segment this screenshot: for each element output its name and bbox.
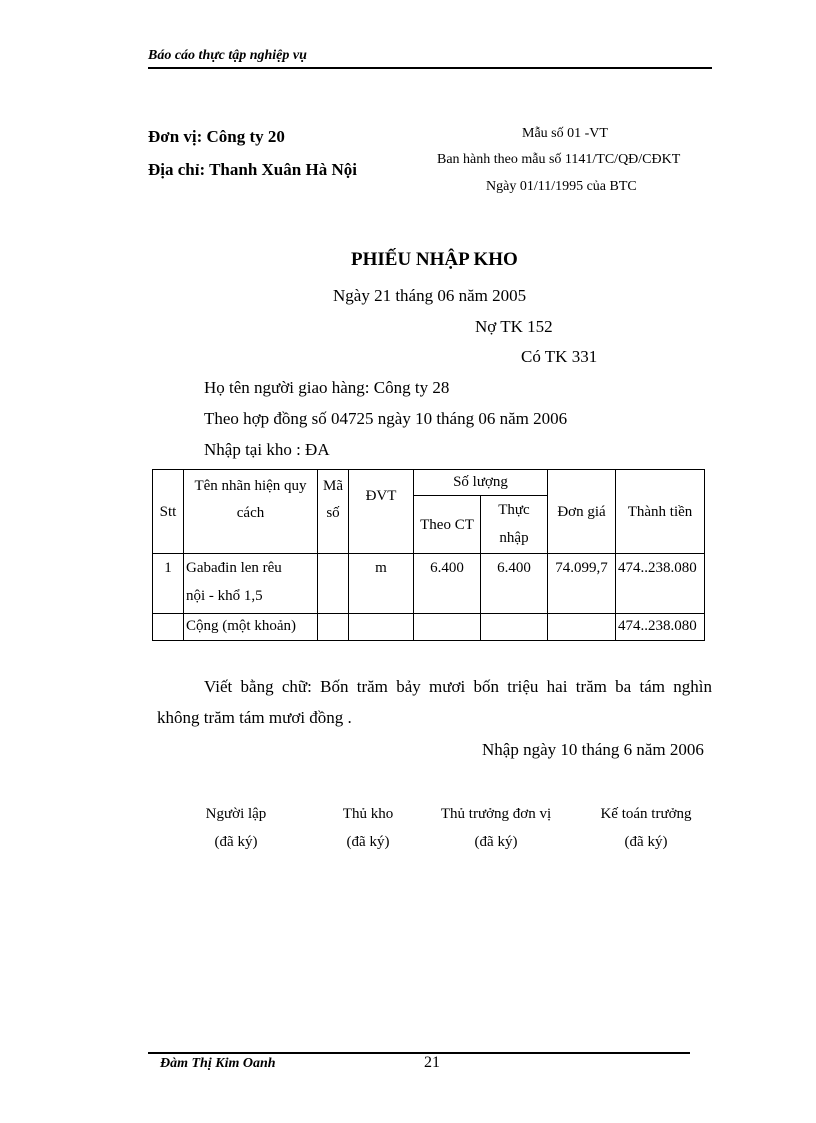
cell-name: Gabađin len rêu nội - khổ 1,5 <box>184 554 318 614</box>
col-header-price: Đơn giá <box>548 470 616 554</box>
cell-code <box>318 554 349 614</box>
amount-in-words-line1: Viết bằng chữ: Bốn trăm bảy mươi bốn triệu hai trăm ba tám nghìn <box>204 677 712 696</box>
cell-qty-real: 6.400 <box>481 554 548 614</box>
total-label: Cộng (một khoản) <box>184 614 318 641</box>
total-amount: 474..238.080 <box>616 614 705 641</box>
credit-account: Có TK 331 <box>521 347 598 366</box>
amount-in-words-line2: không trăm tám mươi đồng . <box>157 708 352 727</box>
cell-amount: 474..238.080 <box>616 554 705 614</box>
cell-price: 74.099,7 <box>548 554 616 614</box>
signature-storekeeper: Thủ kho (đã ký) <box>342 806 394 850</box>
col-header-qty-doc: Theo CT <box>414 496 481 554</box>
col-header-unit: ĐVT <box>349 470 414 554</box>
cell-unit: m <box>349 554 414 614</box>
col-header-stt: Stt <box>153 470 184 554</box>
total-row <box>153 614 705 641</box>
footer-author: Đàm Thị Kim Oanh <box>160 1056 276 1071</box>
signature-preparer: Người lập (đã ký) <box>205 806 267 850</box>
signature-unit-head: Thủ trưởng đơn vị (đã ký) <box>440 806 552 850</box>
col-header-name: Tên nhãn hiện quy cách <box>184 470 318 554</box>
cell-qty-doc: 6.400 <box>414 554 481 614</box>
deliverer-line: Họ tên người giao hàng: Công ty 28 <box>204 378 450 397</box>
col-header-code: Mã số <box>318 470 349 554</box>
col-header-amount: Thành tiền <box>616 470 705 554</box>
running-header: Báo cáo thực tập nghiệp vụ <box>148 48 307 63</box>
unit-address: Địa chỉ: Thanh Xuân Hà Nội <box>148 160 357 179</box>
form-date: Ngày 01/11/1995 của BTC <box>486 179 637 194</box>
signature-chief-accountant: Kế toán trưởng (đã ký) <box>600 806 692 850</box>
unit-name: Đơn vị: Công ty 20 <box>148 127 285 146</box>
document-title: PHIẾU NHẬP KHO <box>351 249 518 270</box>
warehouse-line: Nhập tại kho : ĐA <box>204 440 330 459</box>
cell-stt: 1 <box>153 554 184 614</box>
footer-rule <box>148 1052 690 1054</box>
document-date: Ngày 21 tháng 06 năm 2005 <box>333 286 527 305</box>
contract-line: Theo hợp đồng số 04725 ngày 10 tháng 06 năm 2006 <box>204 409 568 428</box>
col-header-quantity: Số lượng <box>414 470 548 496</box>
debit-account: Nợ TK 152 <box>475 317 553 336</box>
header-rule <box>148 67 712 69</box>
entry-date: Nhập ngày 10 tháng 6 năm 2006 <box>482 740 704 759</box>
table-row <box>153 554 705 614</box>
form-decree: Ban hành theo mẫu số 1141/TC/QĐ/CĐKT <box>437 152 681 167</box>
col-header-qty-real: Thực nhập <box>481 496 548 554</box>
page-number: 21 <box>424 1054 440 1071</box>
form-code: Mẫu số 01 -VT <box>522 126 608 141</box>
receipt-table <box>152 469 705 641</box>
